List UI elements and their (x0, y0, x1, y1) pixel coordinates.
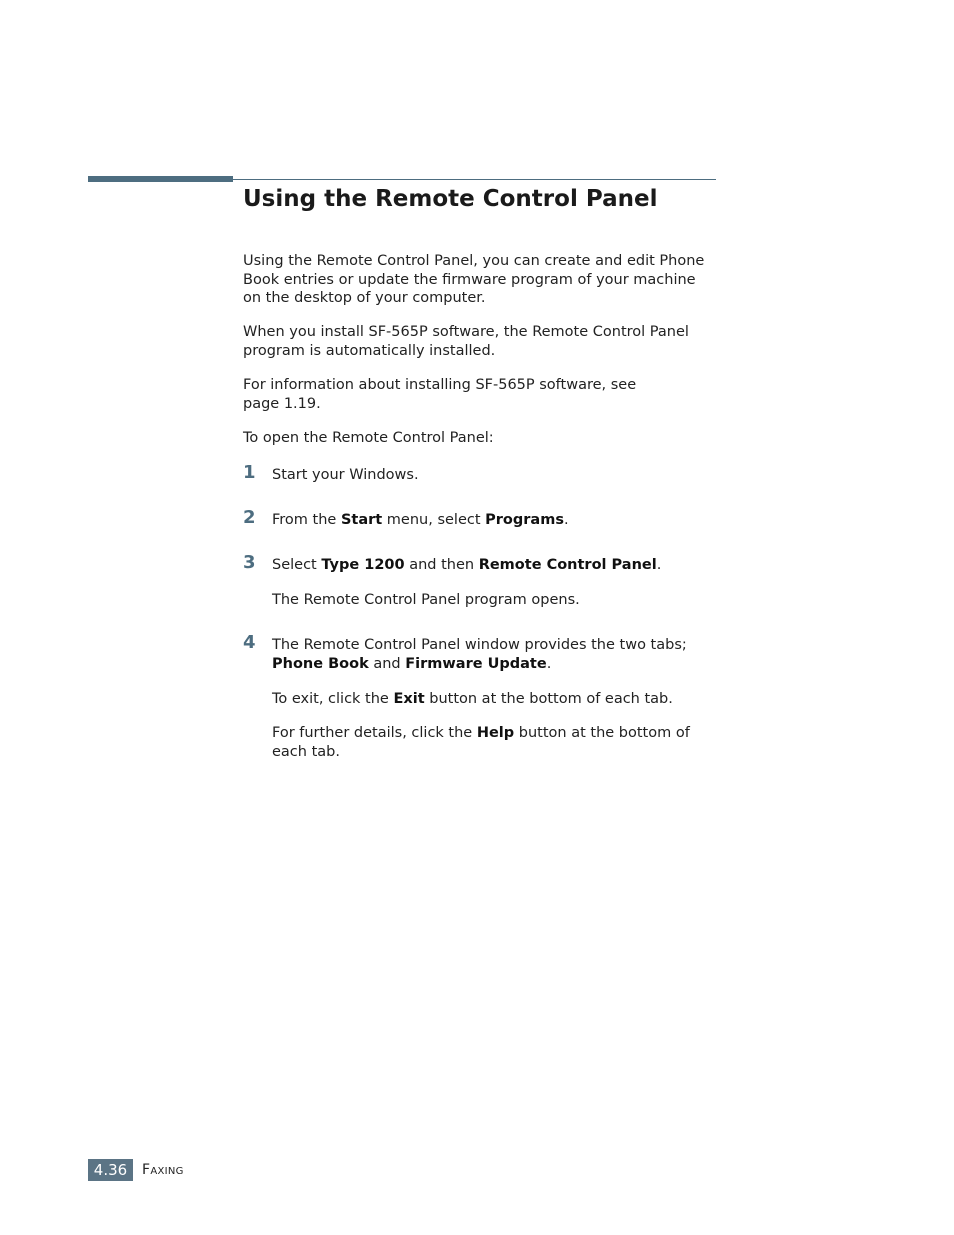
step-2-text: From the Start menu, select Programs. (272, 512, 569, 528)
type-1200-label: Type 1200 (321, 557, 405, 573)
page-title: Using the Remote Control Panel (243, 186, 658, 212)
start-menu-label: Start (340, 512, 383, 528)
intro-paragraph (243, 252, 723, 308)
intro-line-1: Using the Remote Control Panel, you can create and edit Phone (243, 253, 705, 269)
step-1-text: Start your Windows. (272, 467, 419, 483)
open-line: To open the Remote Control Panel: (243, 430, 494, 446)
step-3-note: The Remote Control Panel program opens. (272, 592, 580, 608)
step-3-number: 3 (243, 552, 256, 573)
programs-label: Programs (485, 512, 564, 528)
install-line-2: program is automatically installed. (243, 342, 496, 359)
intro-line-2: Book entries or update the firmware program of your machine (243, 271, 696, 288)
open-instructions (243, 429, 723, 448)
step-2-number: 2 (243, 507, 256, 528)
section-name: Faxing (142, 1162, 184, 1178)
info-paragraph (243, 376, 723, 413)
install-line-1: When you install SF-565P software, the Remote Control Panel (243, 324, 689, 340)
step-1-number: 1 (243, 462, 256, 483)
remote-control-panel-label: Remote Control Panel (478, 557, 657, 573)
help-label: Help (476, 725, 515, 741)
help-note: For further details, click the Help button at the bottom of each tab. (272, 725, 690, 760)
intro-line-3: on the desktop of your computer. (243, 290, 486, 307)
header-rule-accent (88, 176, 233, 182)
page-number: 4.36 (88, 1159, 133, 1181)
exit-label: Exit (393, 691, 425, 707)
step-4-text: The Remote Control Panel window provides the two tabs; Phone Book and Firmware Update. (272, 637, 687, 672)
phone-book-label: Phone Book (272, 655, 369, 672)
install-paragraph (243, 323, 723, 360)
step-4-number: 4 (243, 632, 256, 653)
header-rule-line (233, 179, 716, 180)
step-3-text: Select Type 1200 and then Remote Control Panel. (272, 557, 662, 573)
info-line-1: For information about installing SF-565P software, see (243, 377, 637, 393)
firmware-update-label: Firmware Update (405, 655, 547, 672)
info-line-2: page 1.19. (243, 395, 321, 412)
exit-note: To exit, click the Exit button at the bottom of each tab. (272, 691, 673, 707)
